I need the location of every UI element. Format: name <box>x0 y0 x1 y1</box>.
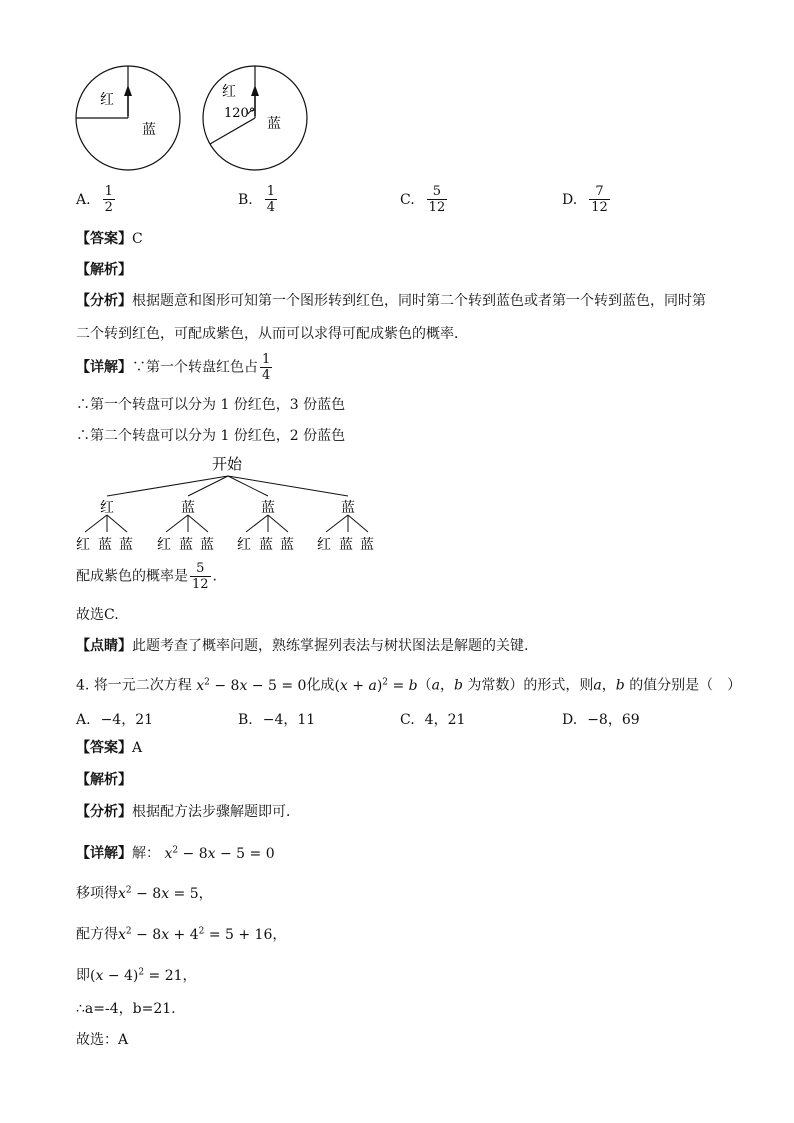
q3-xiangjie: 【详解】∵第一个转盘红色占 $\frac{1}{4}$ <box>76 352 271 383</box>
q4-option-c: C. 4，21 <box>400 712 466 728</box>
q4-complete-step: 配方得$x^2 - 8x + 4^2 = 5 + 16$， <box>76 926 287 943</box>
q4-xiangjie: 【详解】解： $x^2 - 8x - 5 = 0$ <box>76 845 275 862</box>
tree-leaf: 蓝 <box>179 537 193 553</box>
q3-line-b: ∴第二个转盘可以分为 1 份红色，2 份蓝色 <box>76 428 346 444</box>
q4-option-d: D. −8，69 <box>562 712 640 728</box>
q4-move-step: 移项得$x^2 - 8x = 5$， <box>76 885 213 902</box>
q4-fenxi: 【分析】根据配方法步骤解题即可． <box>76 804 300 820</box>
spinner-1-blue-label: 蓝 <box>142 122 156 138</box>
tree-leaf: 蓝 <box>119 537 133 553</box>
tree-leaf: 红 <box>76 537 90 553</box>
q3-dianjing: 【点睛】此题考查了概率问题，熟练掌握列表法与树状图法是解题的关键. <box>76 638 529 654</box>
tree-leaf: 红 <box>317 537 331 553</box>
q3-probability: 配成紫色的概率是 $\frac{5}{12}$ . <box>76 561 217 592</box>
spinner-2-blue-label: 蓝 <box>267 116 281 132</box>
q3-analysis-heading: 【解析】 <box>76 262 132 278</box>
q3-option-b: B. $\frac{1}{4}$ <box>238 184 276 215</box>
tree-leaf: 蓝 <box>339 537 353 553</box>
q4-ji-step: 即$(x - 4)^2 = 21$， <box>76 967 197 984</box>
q4-result: ∴a=-4，b=21. <box>76 1001 176 1017</box>
q3-option-d: D. $\frac{7}{12}$ <box>562 184 608 215</box>
tree-root-label: 开始 <box>212 455 243 473</box>
tree-node-4: 蓝 <box>341 500 355 516</box>
equation-5: $x^2 - 8x + 4^2 = 5 + 16$， <box>118 926 287 943</box>
tree-leaf: 红 <box>157 537 171 553</box>
equation-2: $(x + a)^2 = b$ <box>334 677 418 694</box>
spinner-diagrams <box>70 60 320 180</box>
tree-leaf: 蓝 <box>360 537 374 553</box>
q3-option-c: C. $\frac{5}{12}$ <box>400 184 446 215</box>
q4-choose: 故选：A <box>76 1032 129 1048</box>
spinner-2-angle-label: 120° <box>224 106 256 121</box>
tree-leaf: 红 <box>237 537 251 553</box>
tree-leaf: 蓝 <box>98 537 112 553</box>
q3-option-a: A. $\frac{1}{2}$ <box>76 184 113 215</box>
q4-answer: 【答案】A <box>76 740 143 756</box>
equation-4: $x^2 - 8x = 5$， <box>118 885 213 902</box>
tree-node-3: 蓝 <box>261 500 275 516</box>
tree-diagram <box>70 452 400 556</box>
q4-option-a: A. −4，21 <box>76 712 154 728</box>
tree-leaf: 蓝 <box>259 537 273 553</box>
q3-line-a: ∴第一个转盘可以分为 1 份红色，3 份蓝色 <box>76 397 346 413</box>
equation-6: $(x - 4)^2 = 21$， <box>90 967 197 984</box>
spinner-2-red-label: 红 <box>222 84 236 100</box>
q4-stem: 4. 将一元二次方程 $x^2 - 8x - 5 = 0$化成$(x + a)^2 = b(a$，b 为常数）的形式，则a，b 的值分别是（ ） <box>76 677 742 694</box>
q3-choose: 故选C. <box>76 607 119 623</box>
q3-fenxi-line-2: 二个转到红色，可配成紫色，从而可以求得可配成紫色的概率． <box>76 326 468 342</box>
q4-option-b: B. −4，11 <box>238 712 316 728</box>
q3-fenxi-line-1: 【分析】根据题意和图形可知第一个图形转到红色，同时第二个转到蓝色或者第一个转到蓝色，同时第 <box>76 293 706 309</box>
equation-1: $x^2 - 8x - 5 = 0$ <box>196 677 307 694</box>
q4-analysis-heading: 【解析】 <box>76 772 132 788</box>
q3-answer: 【答案】C <box>76 231 143 247</box>
tree-node-1: 红 <box>100 500 114 516</box>
tree-node-2: 蓝 <box>181 500 195 516</box>
spinner-1-red-label: 红 <box>100 92 114 108</box>
tree-leaf: 蓝 <box>200 537 214 553</box>
tree-leaf: 蓝 <box>280 537 294 553</box>
equation-3: $x^2 - 8x - 5 = 0$ <box>164 845 275 862</box>
